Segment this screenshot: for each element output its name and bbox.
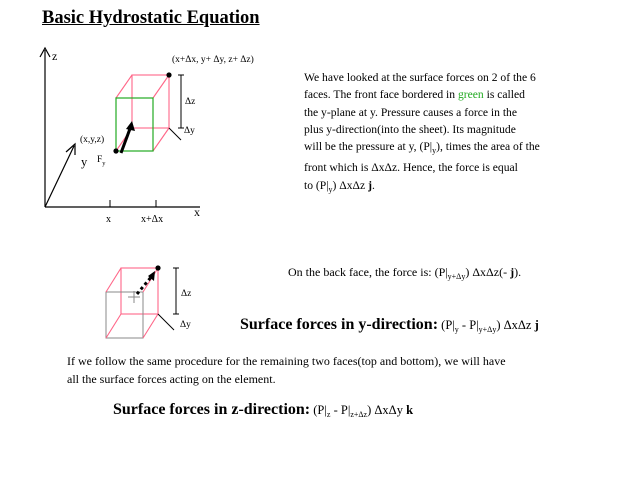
origin-corner-dot	[113, 148, 118, 153]
paragraph-line: We have looked at the surface forces on 2 of the 6	[304, 71, 536, 84]
force-label: $F_y$	[97, 155, 106, 167]
paragraph-line: plus y-direction(into the sheet). Its magnitude	[304, 122, 516, 136]
follow-up-text	[67, 352, 597, 388]
cube-edge	[153, 128, 169, 151]
x-dx-tick-label: x+Δx	[141, 214, 164, 225]
force-arrowhead	[126, 121, 135, 131]
paragraph-line: the y-plane at y. Pressure causes a force in the	[304, 105, 518, 119]
origin-corner-label: (x,y,z)	[80, 135, 105, 145]
paragraph-line: front which is ΔxΔz. Hence, the force is equal	[304, 161, 518, 175]
y-axis-label: y	[81, 155, 88, 169]
dz2-label: Δz	[181, 289, 192, 299]
cube2-front-face	[106, 292, 143, 338]
x-axis-label: x	[194, 205, 200, 219]
z-direction-expression: $(P|_z - P|_{z+\Delta z})$ ΔxΔy k	[310, 403, 414, 419]
slide-title: Basic Hydrostatic Equation	[42, 8, 260, 28]
cube-edge	[153, 75, 169, 98]
far-corner-dot	[166, 72, 171, 77]
dy-label: Δy	[184, 126, 195, 136]
dy2-label: Δy	[180, 320, 191, 330]
explanation-paragraph	[304, 69, 604, 198]
y-direction-result	[240, 316, 539, 334]
z-direction-label: Surface forces in z-direction:	[113, 401, 311, 418]
far-corner-label: (x+Δx, y+ Δy, z+ Δz)	[172, 55, 254, 65]
paragraph-line: will be the pressure at y, $(P|_y)$, times the area of the	[304, 140, 540, 156]
dy2-marker	[158, 314, 174, 330]
paragraph-line: faces. The front face bordered in green is called	[304, 88, 525, 102]
follow-line: all the surface forces acting on the element.	[67, 372, 276, 386]
cube2-corner-dot	[155, 265, 160, 270]
back-face-statement: On the back face, the force is: $(P|_{y+\Delta y})$ ΔxΔz(- j).	[288, 265, 522, 281]
y-direction-label: Surface forces in y-direction:	[240, 316, 439, 333]
back-force-arrow	[137, 276, 152, 294]
force-arrow	[121, 126, 131, 153]
green-word: green	[457, 88, 484, 102]
y-axis-line	[45, 146, 74, 207]
dz-label: Δz	[185, 97, 196, 107]
z-axis-label: z	[52, 49, 58, 63]
cube-edge	[116, 75, 132, 98]
follow-line: If we follow the same procedure for the remaining two faces(top and bottom), we will have	[67, 354, 506, 368]
paragraph-line: to $(P|_y)$ ΔxΔz j.	[304, 178, 375, 194]
y-direction-expression: $(P|_y - P|_{y+\Delta y})$ ΔxΔz j	[438, 318, 539, 334]
z-direction-result	[113, 401, 413, 419]
x-tick-label: x	[106, 214, 111, 225]
dy-marker	[169, 128, 181, 140]
